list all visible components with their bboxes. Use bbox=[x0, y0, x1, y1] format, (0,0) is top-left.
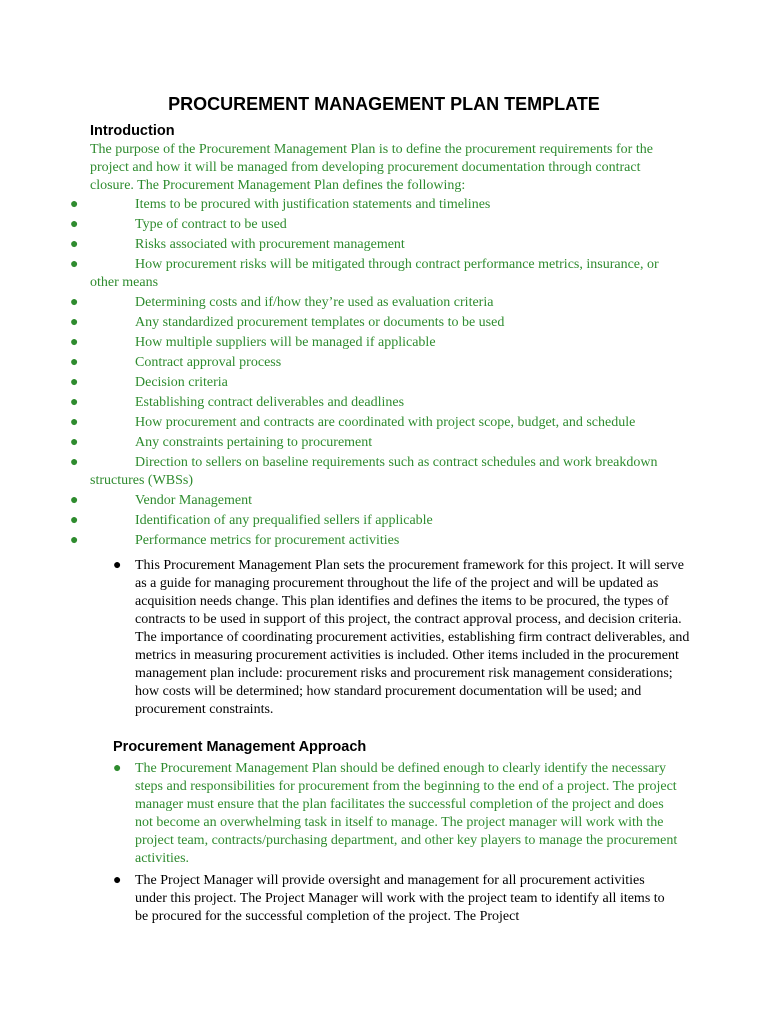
introduction-paragraph: The purpose of the Procurement Management Plan is to define the procurement requirements for the project and how it will be managed from developing procurement documentation through contract closure. The Procurement Management Plan defines the following: bbox=[90, 142, 653, 193]
bullet-icon: ● bbox=[70, 257, 79, 272]
bullet-icon: ● bbox=[70, 335, 79, 350]
bullet-icon: ● bbox=[70, 355, 79, 370]
list-item: ● Type of contract to be used bbox=[70, 217, 287, 232]
introduction-heading: Introduction bbox=[90, 123, 175, 139]
document-title: PROCUREMENT MANAGEMENT PLAN TEMPLATE bbox=[168, 94, 600, 114]
list-item: ● Determining costs and if/how they’re used as evaluation criteria bbox=[70, 295, 494, 310]
bullet-icon: ● bbox=[70, 295, 79, 310]
bullet-icon: ● bbox=[70, 533, 79, 548]
bullet-icon: ● bbox=[70, 435, 79, 450]
bullet-icon: ● bbox=[70, 513, 79, 528]
bullet-icon: ● bbox=[70, 237, 79, 252]
list-item: ● Any constraints pertaining to procurement bbox=[70, 435, 373, 450]
bullet-icon: ● bbox=[70, 455, 79, 470]
bullet-icon: ● bbox=[70, 197, 79, 212]
list-item: ● Contract approval process bbox=[70, 355, 282, 370]
list-item: ● Decision criteria bbox=[70, 375, 228, 390]
list-item: ● This Procurement Management Plan sets the procurement framework for this project. It will serve as a guide for managing procurement throughout the life of the project and will be updated as acquisition needs change. This plan identifies and defines the items to be procured, the types of contracts to be used in support of this project, the contract approval process, and decision criteria. The importance of coordinating procurement activities, establishing firm contract deliverables, and metrics in measuring procurement activities is included. Other items included in the procurement management plan include: procurement risks and procurement risk management considerations; how costs will be determined; how standard procurement documentation will be used; and procurement constraints. bbox=[113, 558, 690, 717]
list-item: ● Any standardized procurement templates or documents to be used bbox=[70, 315, 505, 330]
list-item: ● How procurement and contracts are coordinated with project scope, budget, and schedule bbox=[70, 415, 636, 430]
list-item: ● How multiple suppliers will be managed if applicable bbox=[70, 335, 436, 350]
bullet-icon: ● bbox=[113, 761, 122, 776]
list-item: ● Performance metrics for procurement activities bbox=[70, 533, 400, 548]
intro-bullet-list bbox=[0, 196, 700, 552]
bullet-icon: ● bbox=[70, 415, 79, 430]
framework-bullet-list bbox=[113, 557, 695, 723]
list-item: ● Items to be procured with justification statements and timelines bbox=[70, 197, 491, 212]
list-item: ● The Procurement Management Plan should be defined enough to clearly identify the necessary steps and responsibilities for procurement from the beginning to the end of a project. The project manager must ensure that the plan facilitates the successful completion of the project and does not become an overwhelming task in itself to manage. The project manager will work with the project team, contracts/purchasing department, and other key players to manage the procurement activities. bbox=[113, 761, 678, 866]
list-item: ● How procurement risks will be mitigated through contract performance metrics, insurance, or other means bbox=[70, 257, 659, 290]
list-item: ● Establishing contract deliverables and deadlines bbox=[70, 395, 405, 410]
bullet-icon: ● bbox=[70, 375, 79, 390]
bullet-icon: ● bbox=[113, 873, 122, 888]
list-item: ● Identification of any prequalified sellers if applicable bbox=[70, 513, 433, 528]
approach-heading: Procurement Management Approach bbox=[113, 739, 367, 755]
bullet-icon: ● bbox=[70, 395, 79, 410]
bullet-icon: ● bbox=[70, 493, 79, 508]
bullet-icon: ● bbox=[113, 558, 122, 573]
list-item: ● Vendor Management bbox=[70, 493, 253, 508]
list-item: ● Direction to sellers on baseline requirements such as contract schedules and work breakdown structures (WBSs) bbox=[70, 455, 658, 488]
list-item: ● Risks associated with procurement management bbox=[70, 237, 405, 252]
list-item: ● The Project Manager will provide oversight and management for all procurement activities under this project. The Project Manager will work with the project team to identify all items to be procured for the successful completion of the project. The Project bbox=[113, 873, 665, 924]
bullet-icon: ● bbox=[70, 217, 79, 232]
approach-bullet-list bbox=[113, 760, 680, 930]
bullet-icon: ● bbox=[70, 315, 79, 330]
